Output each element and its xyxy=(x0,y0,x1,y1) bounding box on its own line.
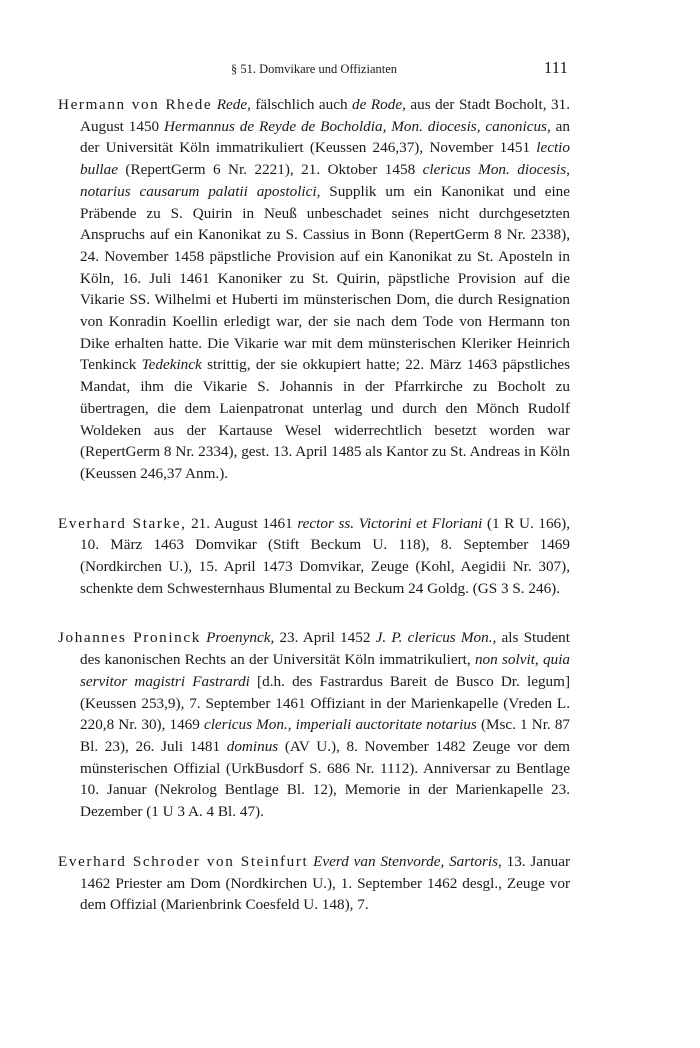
text-run: (1 R U. 166), 10. März 1463 Domvikar (Stift Beckum U. 118), 8. September 1469 (Nordkirchen U.), 15. April 1473 Domvikar, Zeuge (Kohl, Aegidii Nr. 307), schenkte dem Schwesternhaus Blumental zu Beckum 24 Goldg. (GS 3 S. 246). xyxy=(80,514,570,597)
entries xyxy=(58,94,570,916)
italic-text: de Rode, xyxy=(352,96,406,113)
italic-text: rector ss. Victorini et Floriani xyxy=(297,514,483,532)
text-run: an der Universität Köln immatrikuliert (Keussen 246,37), November 1451 xyxy=(80,117,570,157)
italic-text: Hermannus de Reyde de Bocholdia, Mon. diocesis, canonicus, xyxy=(164,117,551,135)
text-run: (AV U.), 8. November 1482 Zeuge vor dem münsterischen Offizial (UrkBusdorf S. 686 Nr. 1112). Anniversar zu Bentlage 10. Januar (Nekrolog Bentlage Bl. 12), Memorie in der Marienkapelle 23. Dezember (1 U 3 A. 4 Bl. 47). xyxy=(80,737,570,821)
text-run: aus der Stadt Bocholt, 31. August 1450 xyxy=(80,96,571,135)
entry-everhard-starke xyxy=(58,513,570,600)
entry-hermann-von-rhede xyxy=(58,94,570,485)
entry-name: Johannes Proninck xyxy=(58,629,201,647)
italic-text: Tedekinck xyxy=(141,356,202,374)
text-run: 13. Januar 1462 Priester am Dom (Nordkirchen U.), 1. September 1462 desgl., Zeuge vor dem Offizial (Marienbrink Coesfeld U. 148), 7. xyxy=(80,852,571,914)
text-run: als Student des kanonischen Rechts an der Universität Köln immatrikuliert, xyxy=(80,629,570,669)
italic-text: J. P. clericus Mon., xyxy=(375,629,497,647)
text-run: fälschlich auch xyxy=(250,96,353,113)
italic-text: lectio bullae xyxy=(80,139,570,179)
text-run: strittig, der sie okkupiert hatte; 22. März 1463 päpstliches Mandat, ihm die Vikarie S. Johannis in der Pfarrkirche zu Bocholt zu übertragen, die dem Laienpatronat unterlag und durch den Mönch Rudolf Woldeken aus der Kartause Wesel widerrechtlich besetzt worden war (RepertGerm 8 Nr. 2334), gest. 13. April 1485 als Kantor zu St. Andreas in Köln (Keussen 246,37 Anm.). xyxy=(80,356,570,482)
entry-name: Hermann von Rhede xyxy=(58,96,213,113)
italic-text: Proenynck, xyxy=(206,629,275,647)
italic-text: dominus xyxy=(226,737,279,755)
italic-text: Rede, xyxy=(216,96,251,113)
entry-body xyxy=(80,629,570,820)
entry-johannes-proninck xyxy=(58,627,570,822)
text-run: 21. August 1461 xyxy=(186,514,298,532)
entry-everhard-schroder xyxy=(58,851,570,916)
running-head xyxy=(58,58,570,82)
entry-body xyxy=(80,96,570,482)
section-title: § 51. Domvikare und Offizianten xyxy=(230,62,398,76)
text-run: (Msc. 1 Nr. 87 Bl. 23), 26. Juli 1481 xyxy=(80,716,571,755)
italic-text: non solvit, quia servitor magistri Fastrardi xyxy=(80,651,571,690)
entry-name: Everhard Starke, xyxy=(58,514,187,532)
text-run: Supplik um ein Kanonikat und eine Präbende zu S. Quirin in Neuß unbeschadet seines nicht durchgesetzten Anspruchs auf ein Kanonikat zu S. Cassius in Bonn (RepertGerm 8 Nr. 2338), 24. November 1458 päpstliche Provision auf ein Kanonikat zu St. Aposteln in Köln, 16. Juli 1461 Kanoniker zu St. Quirin, päpstliche Provision auf die Vikarie SS. Wilhelmi et Huberti im münsterischen Dom, die durch Resignation von Konradin Koellin erledigt war, der sie nach dem Tode von Hermann ton Dike erhalten hatte. Die Vikarie war mit dem münsterischen Kleriker Heinrich Tenkinck xyxy=(80,182,571,374)
italic-text: clericus Mon., imperiali auctoritate notarius xyxy=(203,716,477,734)
text-run: (RepertGerm 6 Nr. 2221), 21. Oktober 1458 xyxy=(117,161,423,179)
italic-text: Everd van Stenvorde, Sartoris, xyxy=(313,852,502,870)
italic-text: clericus Mon. diocesis, notarius causarum palatii apostolici, xyxy=(80,161,570,200)
text-run: 23. April 1452 xyxy=(274,629,376,647)
text-run: [d.h. des Fastrardus Bareit de Busco Dr. legum] (Keussen 253,9), 7. September 1461 Offiziant in der Marienkapelle (Vreden L. 220,8 Nr. 30), 1469 xyxy=(80,672,570,734)
page-number: 111 xyxy=(543,58,568,77)
entry-name: Everhard Schroder von Steinfurt xyxy=(58,852,309,870)
